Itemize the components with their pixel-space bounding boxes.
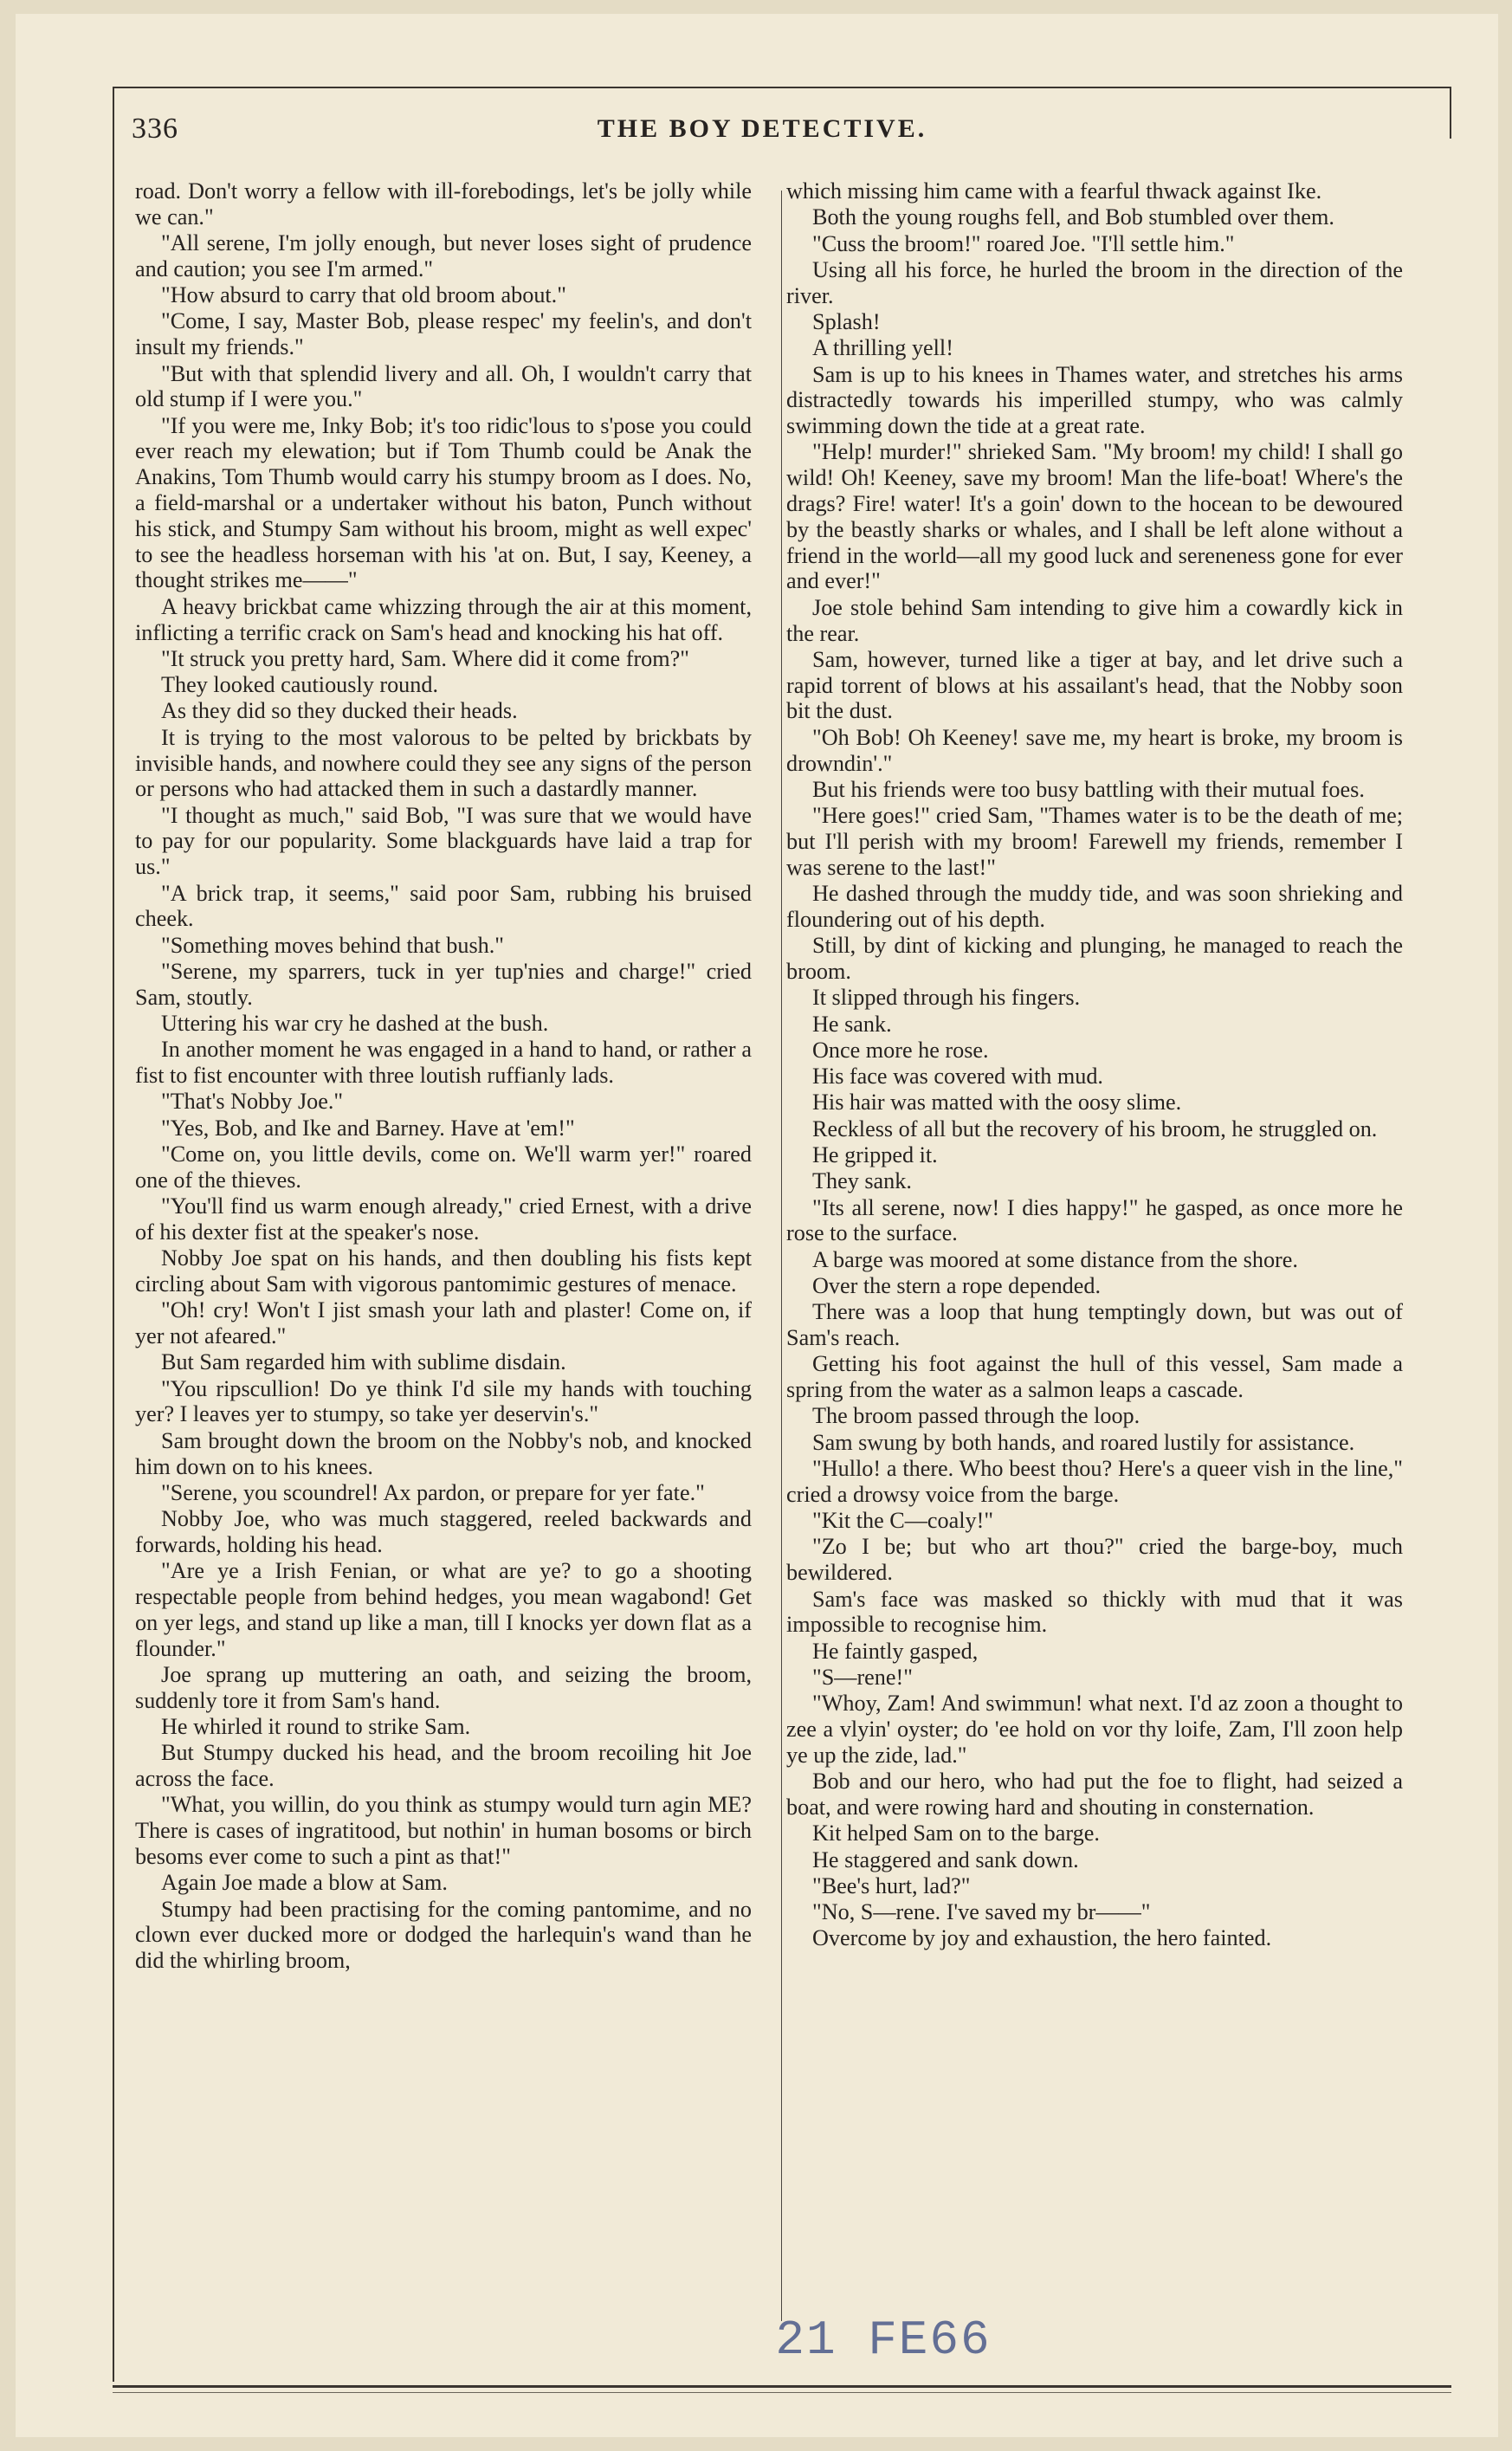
paragraph: His face was covered with mud. bbox=[812, 1064, 1103, 1090]
paragraph: "But with that splendid livery and all. Oh, I wouldn't carry that old stump if I were you." bbox=[135, 360, 752, 412]
paragraph: "It struck you pretty hard, Sam. Where did it come from?" bbox=[161, 645, 689, 671]
paragraph: "What, you willin, do you think as stumpy would turn agin ME? There is cases of ingratitood, but nothin' in human bosoms or birch besoms ever come to such a pint as that!" bbox=[135, 1792, 752, 1869]
paragraph: A thrilling yell! bbox=[812, 335, 953, 361]
paragraph: Splash! bbox=[812, 308, 881, 334]
paragraph: Sam brought down the broom on the Nobby's nob, and knocked him down on to his knees. bbox=[135, 1427, 752, 1479]
paragraph: "No, S—rene. I've saved my br——" bbox=[812, 1899, 1151, 1925]
paragraph: "You ripscullion! Do ye think I'd sile my hands with touching yer? I leaves yer to stumpy, so take yer deservin's." bbox=[135, 1375, 752, 1427]
left-column bbox=[135, 178, 752, 1974]
paragraph: "Help! murder!" shrieked Sam. "My broom! my child! I shall go wild! Oh! Keeney, save my broom! Man the life-boat! Where's the drags? Fire! water! It's a goin' down to the hocean to be dewoured by the beastly sharks or whales, and I shall be left alone without a friend in the world—all my good luck and sereneness gone for ever and ever!" bbox=[786, 439, 1403, 594]
paragraph: Over the stern a rope depended. bbox=[812, 1272, 1102, 1298]
paragraph: Reckless of all but the recovery of his broom, he struggled on. bbox=[812, 1116, 1378, 1141]
paragraph: "Zo I be; but who art thou?" cried the barge-boy, much bewildered. bbox=[786, 1534, 1403, 1586]
paragraph: Sam swung by both hands, and roared lustily for assistance. bbox=[812, 1429, 1355, 1455]
paragraph: "Yes, Bob, and Ike and Barney. Have at 'em!" bbox=[161, 1115, 575, 1141]
paragraph: Again Joe made a blow at Sam. bbox=[161, 1870, 448, 1896]
paragraph: A heavy brickbat came whizzing through the air at this moment, inflicting a terrific crack on Sam's head and knocking his hat off. bbox=[135, 593, 752, 645]
paragraph: But Stumpy ducked his head, and the broom recoiling hit Joe across the face. bbox=[135, 1740, 752, 1792]
bottom-rule-thin bbox=[113, 2392, 1451, 2393]
right-rule bbox=[1450, 87, 1451, 139]
paragraph: Overcome by joy and exhaustion, the hero fainted. bbox=[812, 1925, 1272, 1951]
paragraph: "Oh! cry! Won't I jist smash your lath and plaster! Come on, if yer not afeared." bbox=[135, 1297, 752, 1349]
paragraph: Stumpy had been practising for the coming pantomime, and no clown ever ducked more or dodged the harlequin's wand than he did the whirling broom, bbox=[135, 1896, 752, 1974]
paragraph: "If you were me, Inky Bob; it's too ridic'lous to s'pose you could ever reach my elewation; but if Tom Thumb could be Anak the Anakins, Tom Thumb would carry his stumpy broom as I does. No, a field-marshal or a undertaker without his baton, Punch without his stick, and Stumpy Sam without his broom, might as well expec' to see the headless horseman with his 'at on. But, I say, Keeney, a thought strikes me——" bbox=[135, 412, 752, 593]
top-rule bbox=[113, 87, 1451, 88]
paragraph: Sam's face was masked so thickly with mud that it was impossible to recognise him. bbox=[786, 1586, 1403, 1638]
paragraph: The broom passed through the loop. bbox=[812, 1403, 1140, 1429]
paragraph: Uttering his war cry he dashed at the bush. bbox=[161, 1011, 549, 1036]
paragraph: They sank. bbox=[812, 1168, 912, 1194]
paragraph: But Sam regarded him with sublime disdain. bbox=[161, 1349, 566, 1375]
paragraph: "That's Nobby Joe." bbox=[161, 1089, 344, 1115]
page-number: 336 bbox=[132, 113, 178, 145]
right-column bbox=[786, 178, 1403, 1952]
paragraph: "All serene, I'm jolly enough, but never loses sight of prudence and caution; you see I'm armed." bbox=[135, 230, 752, 281]
paragraph: "S—rene!" bbox=[812, 1664, 913, 1690]
paragraph: His hair was matted with the oosy slime. bbox=[812, 1090, 1182, 1116]
paragraph: "Serene, my sparrers, tuck in yer tup'nies and charge!" cried Sam, stoutly. bbox=[135, 958, 752, 1010]
paragraph: They looked cautiously round. bbox=[161, 672, 439, 698]
paragraph: "Its all serene, now! I dies happy!" he gasped, as once more he rose to the surface. bbox=[786, 1194, 1403, 1246]
paragraph: He gripped it. bbox=[812, 1141, 938, 1167]
paragraph: He whirled it round to strike Sam. bbox=[161, 1714, 471, 1740]
paragraph: He sank. bbox=[812, 1011, 892, 1037]
paragraph: "You'll find us warm enough already," cried Ernest, with a drive of his dexter fist at the speaker's nose. bbox=[135, 1193, 752, 1245]
paragraph: "Are ye a Irish Fenian, or what are ye? to go a shooting respectable people from behind hedges, you mean wagabond! Get on yer legs, and stand up like a man, till I knocks yer down flat as a flounder." bbox=[135, 1558, 752, 1661]
paragraph: "Something moves behind that bush." bbox=[161, 932, 504, 958]
paragraph: But his friends were too busy battling with their mutual foes. bbox=[812, 776, 1365, 802]
paragraph: "Oh Bob! Oh Keeney! save me, my heart is broke, my broom is drowndin'." bbox=[786, 724, 1403, 776]
paragraph: In another moment he was engaged in a hand to hand, or rather a fist to fist encounter with three loutish ruffianly lads. bbox=[135, 1037, 752, 1089]
paragraph: "Come, I say, Master Bob, please respec' my feelin's, and don't insult my friends." bbox=[135, 308, 752, 360]
paragraph: Bob and our hero, who had put the foe to flight, had seized a boat, and were rowing hard and shouting in consternation. bbox=[786, 1769, 1403, 1820]
paragraph: "Bee's hurt, lad?" bbox=[812, 1872, 971, 1898]
bottom-rule bbox=[113, 2385, 1451, 2388]
paragraph: Using all his force, he hurled the broom in the direction of the river. bbox=[786, 256, 1403, 308]
paragraph: "I thought as much," said Bob, "I was sure that we would have to pay for our popularity. Some blackguards have laid a trap for us." bbox=[135, 802, 752, 880]
paragraph: Kit helped Sam on to the barge. bbox=[812, 1820, 1100, 1846]
paragraph: "Here goes!" cried Sam, "Thames water is to be the death of me; but I'll perish with my broom! Farewell my friends, remember I was serene to the last!" bbox=[786, 803, 1403, 880]
paragraph: Joe stole behind Sam intending to give him a cowardly kick in the rear. bbox=[786, 594, 1403, 646]
left-rule bbox=[113, 87, 114, 2382]
paragraph: He dashed through the muddy tide, and was soon shrieking and floundering out of his depth. bbox=[786, 881, 1403, 932]
paragraph: Joe sprang up muttering an oath, and seizing the broom, suddenly tore it from Sam's hand. bbox=[135, 1661, 752, 1713]
paragraph: Nobby Joe spat on his hands, and then doubling his fists kept circling about Sam with vigorous pantomimic gestures of menace. bbox=[135, 1245, 752, 1297]
paragraph: Sam is up to his knees in Thames water, and stretches his arms distractedly towards his imperilled stumpy, who was calmly swimming down the tide at a great rate. bbox=[786, 361, 1403, 439]
paragraph: He staggered and sank down. bbox=[812, 1846, 1079, 1872]
paragraph: "Cuss the broom!" roared Joe. "I'll settle him." bbox=[812, 230, 1235, 256]
paragraph: As they did so they ducked their heads. bbox=[161, 698, 518, 724]
paragraph: Sam, however, turned like a tiger at bay, and let drive such a rapid torrent of blows at his assailant's head, that the Nobby soon bit the dust. bbox=[786, 646, 1403, 724]
paragraph: Once more he rose. bbox=[812, 1037, 989, 1063]
paragraph: road. Don't worry a fellow with ill-forebodings, let's be jolly while we can." bbox=[135, 178, 752, 230]
paragraph: It slipped through his fingers. bbox=[812, 985, 1081, 1011]
paragraph: Nobby Joe, who was much staggered, reeled backwards and forwards, holding his head. bbox=[135, 1506, 752, 1557]
paragraph: It is trying to the most valorous to be pelted by brickbats by invisible hands, and nowhere could they see any signs of the person or persons who had attacked them in such a dastardly manner. bbox=[135, 724, 752, 802]
paragraph: "Serene, you scoundrel! Ax pardon, or prepare for yer fate." bbox=[161, 1479, 705, 1505]
paragraph: Both the young roughs fell, and Bob stumbled over them. bbox=[812, 204, 1334, 230]
paragraph: "Whoy, Zam! And swimmun! what next. I'd az zoon a thought to zee a vlyin' oyster; do 'ee hold on vor thy loife, Zam, I'll zoon help ye up the zide, lad." bbox=[786, 1691, 1403, 1768]
paragraph: "Kit the C—coaly!" bbox=[812, 1508, 994, 1534]
column-divider bbox=[781, 191, 782, 2321]
paragraph: Still, by dint of kicking and plunging, he managed to reach the broom. bbox=[786, 933, 1403, 984]
paragraph: A barge was moored at some distance from the shore. bbox=[812, 1246, 1298, 1272]
paragraph: "Hullo! a there. Who beest thou? Here's a queer vish in the line," cried a drowsy voice from the barge. bbox=[786, 1456, 1403, 1507]
paragraph: There was a loop that hung temptingly down, but was out of Sam's reach. bbox=[786, 1299, 1403, 1351]
paragraph: Getting his foot against the hull of this vessel, Sam made a spring from the water as a salmon leaps a cascade. bbox=[786, 1351, 1403, 1403]
paragraph: "How absurd to carry that old broom about." bbox=[161, 282, 566, 308]
paragraph: "Come on, you little devils, come on. We'll warm yer!" roared one of the thieves. bbox=[135, 1141, 752, 1193]
paragraph: which missing him came with a fearful thwack against Ike. bbox=[786, 178, 1322, 204]
paragraph: He faintly gasped, bbox=[812, 1638, 979, 1664]
date-stamp: 21 FE66 bbox=[775, 2312, 992, 2368]
paragraph: "A brick trap, it seems," said poor Sam, rubbing his bruised cheek. bbox=[135, 880, 752, 932]
running-title: THE BOY DETECTIVE. bbox=[597, 114, 927, 143]
